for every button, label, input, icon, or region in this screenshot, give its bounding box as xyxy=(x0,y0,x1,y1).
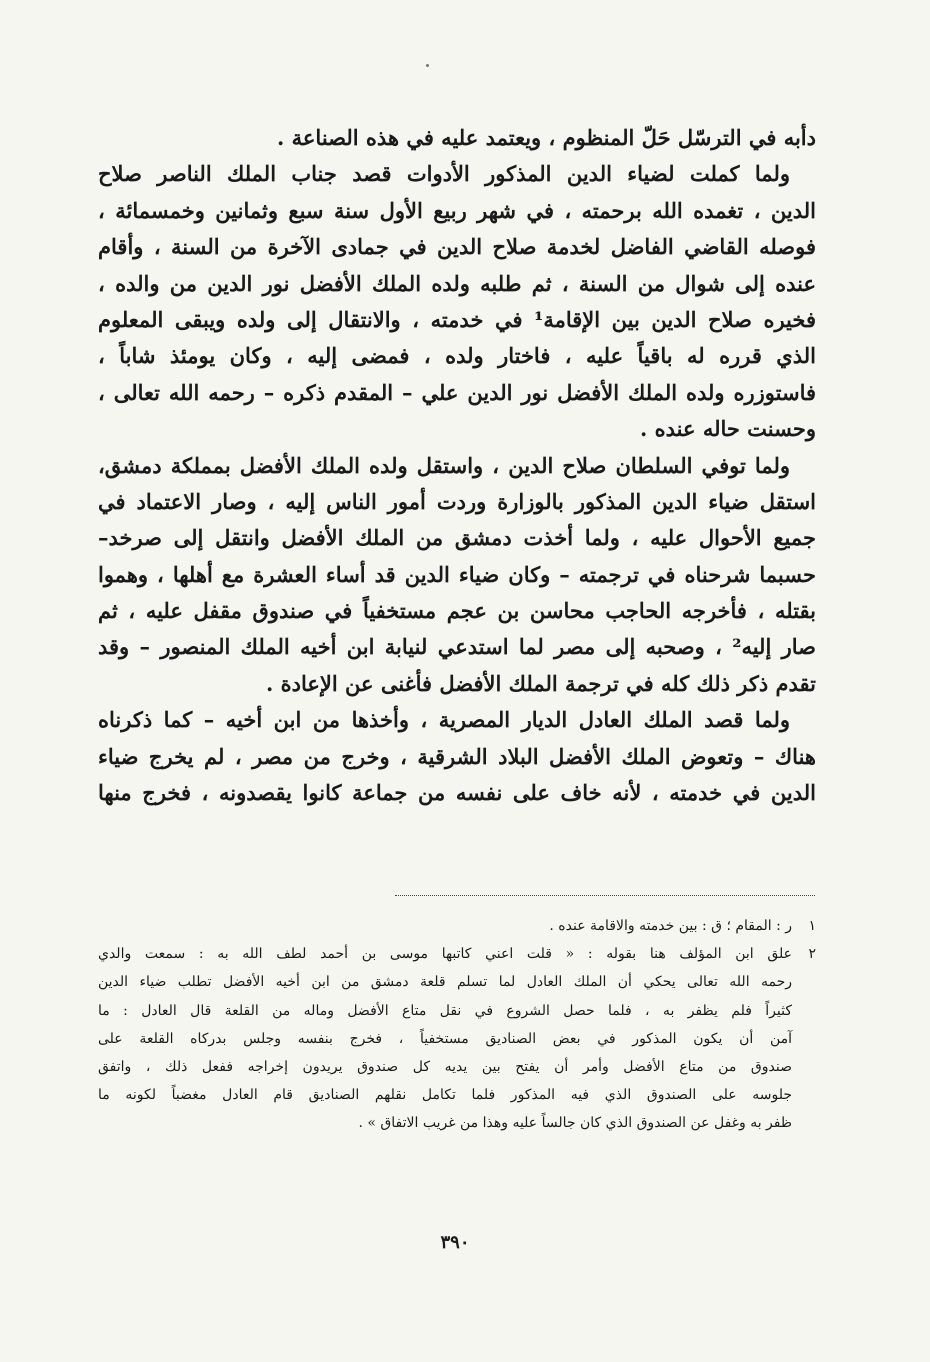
body-line: وحسنت حاله عنده . xyxy=(640,416,816,442)
body-line: فوصله القاضي الفاضل لخدمة صلاح الدين في جمادى الآخرة من السنة ، وأقام xyxy=(98,234,816,260)
body-line: جميع الأحوال عليه ، ولما أخذت دمشق من الملك الأفضل وانتقل إلى صرخد– xyxy=(98,525,816,551)
page-number: ٣٩٠ xyxy=(440,1232,470,1253)
body-line: استقل ضياء الدين المذكور بالوزارة وردت أمور الناس إليه ، وصار الاعتماد في xyxy=(98,488,816,514)
body-line: الدين ، تغمده الله برحمته ، في شهر ربيع الأول سنة سبع وثمانين وخمسمائة ، xyxy=(98,197,816,223)
footnote-line: جلوسه على الصندوق الذي فيه المذكور فلما تكامل نقلهم الصناديق قام العادل مغضباً لكونه ما xyxy=(98,1087,792,1104)
body-line: بقتله ، فأخرجه الحاجب محاسن بن عجم مستخفياً في صندوق مقفل عليه ، ثم xyxy=(98,598,816,624)
body-line: فاستوزره ولده الملك الأفضل نور الدين علي – المقدم ذكره – رحمه الله تعالى ، xyxy=(98,379,816,405)
body-line: عنده إلى شوال من السنة ، ثم طلبه ولده الملك الأفضل نور الدين من والده ، xyxy=(98,270,816,296)
body-line: هناك – وتعوض الملك الأفضل البلاد الشرقية ، وخرج من مصر ، لم يخرج ضياء xyxy=(98,743,816,769)
footnotes xyxy=(98,912,816,1138)
body-line: ولما توفي السلطان صلاح الدين ، واستقل ولده الملك الأفضل بمملكة دمشق، xyxy=(98,452,790,478)
footnote-1 xyxy=(98,912,816,940)
footnote-2 xyxy=(98,940,816,968)
body-line: فخيره صلاح الدين بين الإقامة¹ في خدمته ، والانتقال إلى ولده ويبقى المعلوم xyxy=(98,306,816,332)
body-line: دأبه في الترسّل حَلّ المنظوم ، ويعتمد عليه في هذه الصناعة . xyxy=(277,125,816,150)
body-line: الذي قرره له باقياً عليه ، فاختار ولده ، فمضى إليه ، وكان يومئذ شاباً ، xyxy=(98,343,816,369)
body-line: ولما قصد الملك العادل الديار المصرية ، وأخذها من ابن أخيه – كما ذكرناه xyxy=(98,707,790,733)
body-line: حسبما شرحناه في ترجمته – وكان ضياء الدين قد أساء العشرة مع أهلها ، وهموا xyxy=(98,561,816,587)
body-line: ولما كملت لضياء الدين المذكور الأدوات قصد جناب الملك الناصر صلاح xyxy=(98,161,790,187)
main-text xyxy=(98,120,816,811)
footnote-line: صندوق من متاع الأفضل وأمر أن يفتح بين يديه كل صندوق يريدون إخراجه ففعل ذلك ، واتفق xyxy=(98,1058,792,1075)
footnote-text: ر : المقام ؛ ق : بين خدمته والاقامة عنده . xyxy=(549,918,792,934)
footnote-line: كثيراً فلم يظفر به ، فلما حصل الشروع في نقل متاع الأفضل وماله من القلعة قال العادل : ما xyxy=(98,1002,792,1019)
footnote-line: آمن أن يكون المذكور في بعض الصناديق مستخفياً ، فخرج بنفسه وجلس بدركاه القلعة على xyxy=(98,1030,792,1047)
footnote-separator xyxy=(395,895,815,896)
footnote-line: ظفر به وغفل عن الصندوق الذي كان جالساً عليه وهذا من غريب الاتفاق » . xyxy=(358,1115,792,1132)
footnote-number: ٢ xyxy=(808,946,816,963)
footnote-text: علق ابن المؤلف هنا بقوله : « قلت اعني كاتبها موسى بن أحمد لطف الله به : سمعت والدي xyxy=(98,946,792,963)
body-line: تقدم ذكر ذلك كله في ترجمة الملك الأفضل فأغنى عن الإعادة . xyxy=(265,670,816,696)
body-line: الدين في خدمته ، لأنه خاف على نفسه من جماعة كانوا يقصدونه ، فخرج منها xyxy=(98,780,816,806)
page-speck xyxy=(426,64,429,67)
footnote-line: رحمه الله تعالى يحكي أن الملك العادل لما تسلم قلعة دمشق من ابن أخيه الأفضل تطلب ضياء الدين xyxy=(98,974,792,991)
body-line: صار إليه² ، وصحبه إلى مصر لما استدعي لنيابة ابن أخيه الملك المنصور – وقد xyxy=(98,634,816,660)
footnote-number: ١ xyxy=(808,918,816,934)
